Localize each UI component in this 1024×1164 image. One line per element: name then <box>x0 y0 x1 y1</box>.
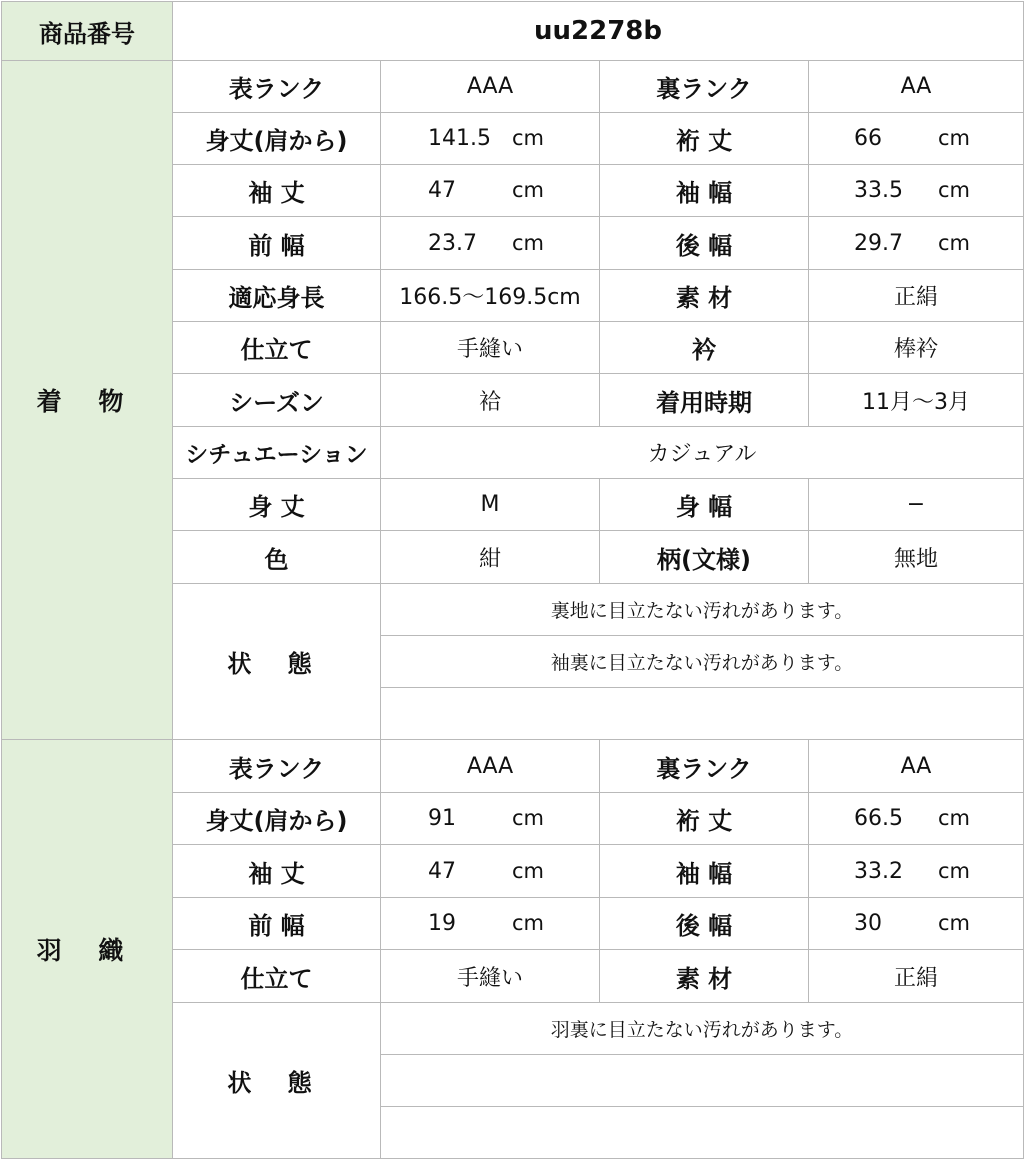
color-label: 色 <box>173 531 381 584</box>
sleeve-span-number: 66 <box>854 126 882 151</box>
body-width-label: 身 幅 <box>600 479 809 531</box>
material-value: 正絹 <box>809 270 1024 322</box>
condition-note <box>381 1055 1024 1107</box>
situation-label: シチュエーション <box>173 427 381 479</box>
sleeve-length-value <box>381 845 600 898</box>
unit-label: cm <box>938 178 971 202</box>
length-label: 身丈(肩から) <box>173 793 381 845</box>
kimono-section-label: 着 物 <box>2 61 173 740</box>
haori-row-rank <box>2 740 1024 793</box>
tailoring-value: 手縫い <box>381 950 600 1003</box>
length-value <box>381 793 600 845</box>
length-value <box>381 113 600 165</box>
pattern-value: 無地 <box>809 531 1024 584</box>
collar-value: 棒衿 <box>809 322 1024 374</box>
lining-rank-label: 裏ランク <box>600 61 809 113</box>
sleeve-length-label: 袖 丈 <box>173 845 381 898</box>
back-width-value <box>809 217 1024 270</box>
kimono-row-rank <box>2 61 1024 113</box>
collar-label: 衿 <box>600 322 809 374</box>
tailoring-label: 仕立て <box>173 950 381 1003</box>
lining-rank-value: AA <box>809 740 1024 793</box>
tailoring-value: 手縫い <box>381 322 600 374</box>
back-width-label: 後 幅 <box>600 898 809 950</box>
sleeve-length-label: 袖 丈 <box>173 165 381 217</box>
condition-note: 裏地に目立たない汚れがあります。 <box>381 584 1024 636</box>
haori-section-label: 羽 織 <box>2 740 173 1159</box>
sleeve-span-value <box>809 793 1024 845</box>
sleeve-span-number: 66.5 <box>854 806 903 831</box>
material-label: 素 材 <box>600 950 809 1003</box>
unit-label: cm <box>938 126 971 150</box>
sleeve-length-number: 47 <box>428 178 456 203</box>
length-label: 身丈(肩から) <box>173 113 381 165</box>
product-id-row <box>2 2 1024 61</box>
condition-label-text: 状 態 <box>227 1069 326 1097</box>
front-width-value <box>381 217 600 270</box>
sleeve-width-label: 袖 幅 <box>600 165 809 217</box>
front-rank-label: 表ランク <box>173 740 381 793</box>
sleeve-width-number: 33.5 <box>854 178 903 203</box>
front-width-value <box>381 898 600 950</box>
condition-note <box>381 688 1024 740</box>
front-width-number: 19 <box>428 911 456 936</box>
product-spec-table <box>1 1 1024 1159</box>
wear-period-label: 着用時期 <box>600 374 809 427</box>
season-value: 袷 <box>381 374 600 427</box>
unit-label: cm <box>512 230 545 255</box>
front-width-number: 23.7 <box>428 230 477 256</box>
product-id-value: uu2278b <box>173 2 1024 61</box>
sleeve-length-number: 47 <box>428 858 456 884</box>
back-width-label: 後 幅 <box>600 217 809 270</box>
lining-rank-label: 裏ランク <box>600 740 809 793</box>
material-label: 素 材 <box>600 270 809 322</box>
condition-note: 袖裏に目立たない汚れがあります。 <box>381 636 1024 688</box>
fit-height-label: 適応身長 <box>173 270 381 322</box>
season-label: シーズン <box>173 374 381 427</box>
situation-value: カジュアル <box>381 427 1024 479</box>
condition-label <box>173 1003 381 1159</box>
pattern-label: 柄(文様) <box>600 531 809 584</box>
unit-label: cm <box>938 806 971 830</box>
front-rank-label: 表ランク <box>173 61 381 113</box>
material-value: 正絹 <box>809 950 1024 1003</box>
condition-label <box>173 584 381 740</box>
condition-note <box>381 1107 1024 1159</box>
front-rank-value: AAA <box>381 740 600 793</box>
sleeve-span-label: 裄 丈 <box>600 793 809 845</box>
unit-label: cm <box>938 858 971 883</box>
unit-label: cm <box>512 806 545 830</box>
unit-label: cm <box>938 230 971 255</box>
front-width-label: 前 幅 <box>173 217 381 270</box>
unit-label: cm <box>512 126 545 150</box>
body-width-value: − <box>809 479 1024 531</box>
condition-note: 羽裏に目立たない汚れがあります。 <box>381 1003 1024 1055</box>
color-value: 紺 <box>381 531 600 584</box>
unit-label: cm <box>512 178 545 202</box>
lining-rank-value: AA <box>809 61 1024 113</box>
sleeve-width-number: 33.2 <box>854 858 903 884</box>
sleeve-span-value <box>809 113 1024 165</box>
size-value: M <box>381 479 600 531</box>
condition-label-text: 状 態 <box>227 650 326 678</box>
front-rank-value: AAA <box>381 61 600 113</box>
unit-label: cm <box>512 858 545 883</box>
back-width-number: 30 <box>854 911 882 936</box>
front-width-label: 前 幅 <box>173 898 381 950</box>
product-id-label: 商品番号 <box>2 2 173 61</box>
sleeve-length-value <box>381 165 600 217</box>
unit-label: cm <box>938 911 971 935</box>
length-number: 91 <box>428 806 456 831</box>
sleeve-width-value <box>809 165 1024 217</box>
unit-label: cm <box>512 911 545 935</box>
wear-period-value: 11月〜3月 <box>809 374 1024 427</box>
length-number: 141.5 <box>428 126 491 151</box>
tailoring-label: 仕立て <box>173 322 381 374</box>
back-width-value <box>809 898 1024 950</box>
size-label: 身 丈 <box>173 479 381 531</box>
back-width-number: 29.7 <box>854 230 903 256</box>
sleeve-width-value <box>809 845 1024 898</box>
sleeve-width-label: 袖 幅 <box>600 845 809 898</box>
sleeve-span-label: 裄 丈 <box>600 113 809 165</box>
fit-height-value: 166.5〜169.5cm <box>381 270 600 322</box>
